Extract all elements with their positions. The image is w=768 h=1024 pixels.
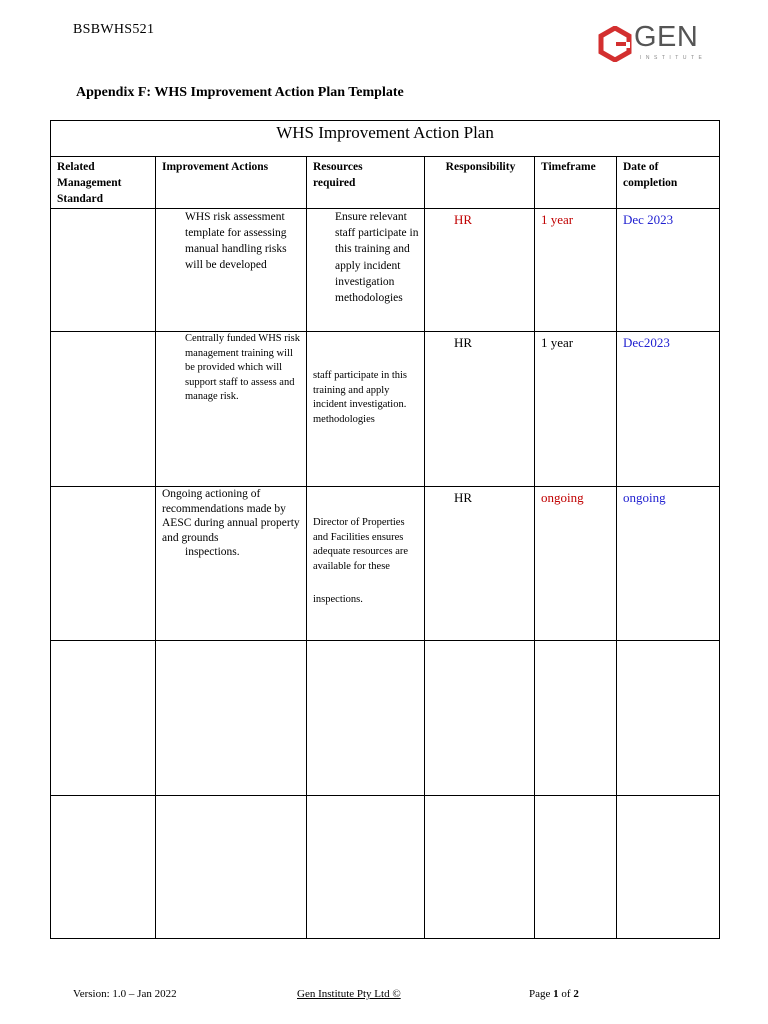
action-text-tail: inspections. (185, 546, 240, 558)
completion-cell[interactable]: Dec 2023 (617, 209, 720, 332)
column-header-timeframe: Timeframe (535, 157, 617, 209)
action-cell[interactable]: Centrally funded WHS risk management training will be provided which will support staff to assess and manage risk. (156, 332, 307, 487)
action-cell[interactable] (156, 796, 307, 939)
responsibility-cell[interactable]: HR (425, 487, 535, 641)
standard-cell[interactable] (51, 209, 156, 332)
resources-text: Director of Properties and Facilities ensures adequate resources are available for these (313, 517, 409, 572)
action-cell[interactable]: WHS risk assessment template for assessing manual handling risks will be developed (156, 209, 307, 332)
timeframe-cell[interactable] (535, 796, 617, 939)
timeframe-cell[interactable] (535, 641, 617, 796)
timeframe-cell[interactable]: 1 year (535, 332, 617, 487)
responsibility-cell[interactable] (425, 641, 535, 796)
standard-cell[interactable] (51, 641, 156, 796)
table-row (51, 332, 720, 487)
table-row (51, 209, 720, 332)
logo-wordmark: GEN (634, 21, 699, 53)
responsibility-cell[interactable]: HR (425, 332, 535, 487)
standard-cell[interactable] (51, 332, 156, 487)
gen-institute-logo (598, 21, 713, 64)
timeframe-cell[interactable]: 1 year (535, 209, 617, 332)
standard-cell[interactable] (51, 487, 156, 641)
document-code: BSBWHS521 (73, 22, 155, 37)
footer-version: Version: 1.0 – Jan 2022 (73, 988, 177, 1000)
footer-page-number: Page 1 of 2 (529, 988, 579, 1000)
resources-cell[interactable]: Ensure relevant staff participate in this training and apply incident investigation methodologies (307, 209, 425, 332)
column-header-standard: Related Management Standard (51, 157, 156, 209)
completion-cell[interactable]: ongoing (617, 487, 720, 641)
completion-cell[interactable] (617, 796, 720, 939)
standard-cell[interactable] (51, 796, 156, 939)
timeframe-cell[interactable]: ongoing (535, 487, 617, 641)
resources-cell[interactable]: staff participate in this training and apply incident investigation. methodologies (307, 332, 425, 487)
table-row (51, 487, 720, 641)
table-title-cell (51, 121, 720, 157)
resources-cell[interactable] (307, 796, 425, 939)
table-row-empty (51, 641, 720, 796)
completion-cell[interactable]: Dec2023 (617, 332, 720, 487)
column-header-resources: Resources required (307, 157, 425, 209)
action-cell[interactable] (156, 641, 307, 796)
resources-text-tail: inspections. (313, 594, 363, 605)
hexagon-logo-icon (598, 26, 632, 62)
appendix-title: Appendix F: WHS Improvement Action Plan Template (76, 85, 404, 100)
table-row-empty (51, 796, 720, 939)
action-plan-table (50, 120, 720, 939)
footer-company-link[interactable]: Gen Institute Pty Ltd © (297, 988, 401, 1000)
responsibility-cell[interactable]: HR (425, 209, 535, 332)
action-cell[interactable] (156, 487, 307, 641)
column-header-responsibility: Responsibility (425, 157, 535, 209)
action-text: Ongoing actioning of recommendations made by AESC during annual property and grounds (162, 488, 300, 544)
resources-cell[interactable] (307, 487, 425, 641)
logo-subtitle: INSTITUTE (640, 55, 707, 61)
header-row (51, 157, 720, 209)
completion-cell[interactable] (617, 641, 720, 796)
column-header-completion: Date of completion (617, 157, 720, 209)
responsibility-cell[interactable] (425, 796, 535, 939)
column-header-actions: Improvement Actions (156, 157, 307, 209)
resources-cell[interactable] (307, 641, 425, 796)
table-title: WHS Improvement Action Plan (276, 123, 494, 142)
